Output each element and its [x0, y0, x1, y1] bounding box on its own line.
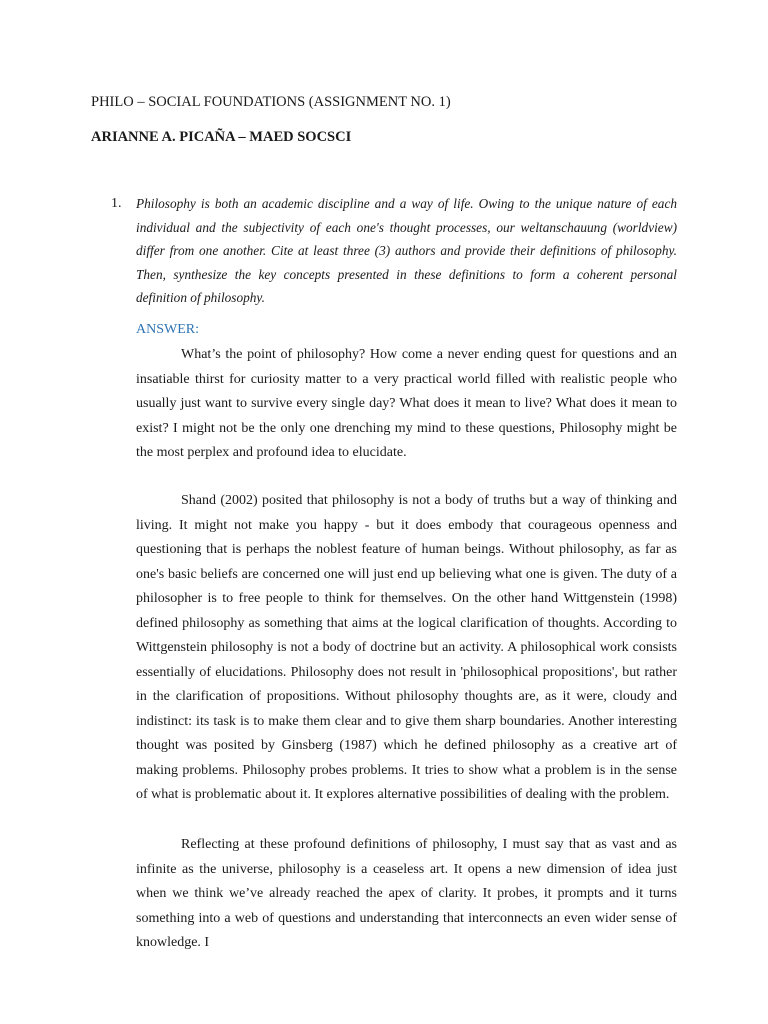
document-title: PHILO – SOCIAL FOUNDATIONS (ASSIGNMENT NO. 1)	[91, 94, 451, 110]
answer-paragraph: Shand (2002) posited that philosophy is not a body of truths but a way of thinking and living. It might not make you happy - but it does embody that courageous openness and questioning that is perhaps the noblest feature of human beings. Without philosophy, as far as one's basic beliefs are concerned one will just end up believing what one is given. The duty of a philosopher is to free people to think for themselves. On the other hand Wittgenstein (1998) defined philosophy as something that aims at the logical clarification of thoughts. According to Wittgenstein philosophy is not a body of doctrine but an activity. A philosophical work consists essentially of elucidations. Philosophy does not result in 'philosophical propositions', but rather in the clarification of propositions. Without philosophy thoughts are, as it were, cloudy and indistinct: its task is to make them clear and to give them sharp boundaries. Another interesting thought was posited by Ginsberg (1987) which he defined philosophy as a creative art of making problems. Philosophy probes problems. It tries to show what a problem is in the sense of what is problematic about it. It explores alternative possibilities of dealing with the problem.	[136, 493, 677, 802]
author-line: ARIANNE A. PICAÑA – MAED SOCSCI	[91, 129, 352, 145]
question-text: Philosophy is both an academic discipline and a way of life. Owing to the unique nature of each individual and the subjectivity of each one's thought processes, our weltanschauung (worldview) differ from one another. Cite at least three (3) authors and provide their definitions of philosophy. Then, synthesize the key concepts presented in these definitions to form a coherent personal definition of philosophy.	[136, 196, 677, 306]
answer-label: ANSWER:	[136, 322, 199, 337]
answer-paragraph: Reflecting at these profound definitions of philosophy, I must say that as vast and as infinite as the universe, philosophy is a ceaseless art. It opens a new dimension of idea just when we think we’ve already reached the apex of clarity. It probes, it prompts and it turns something into a web of questions and understanding that interconnects an even wider sense of knowledge. I	[136, 837, 677, 950]
answer-paragraph: What’s the point of philosophy? How come a never ending quest for questions and an insatiable thirst for curiosity matter to a very practical world filled with realistic people who usually just want to survive every single day? What does it mean to live? What does it mean to exist? I might not be the only one drenching my mind to these questions, Philosophy might be the most perplex and profound idea to elucidate.	[136, 347, 677, 460]
question-number: 1.	[111, 196, 122, 211]
